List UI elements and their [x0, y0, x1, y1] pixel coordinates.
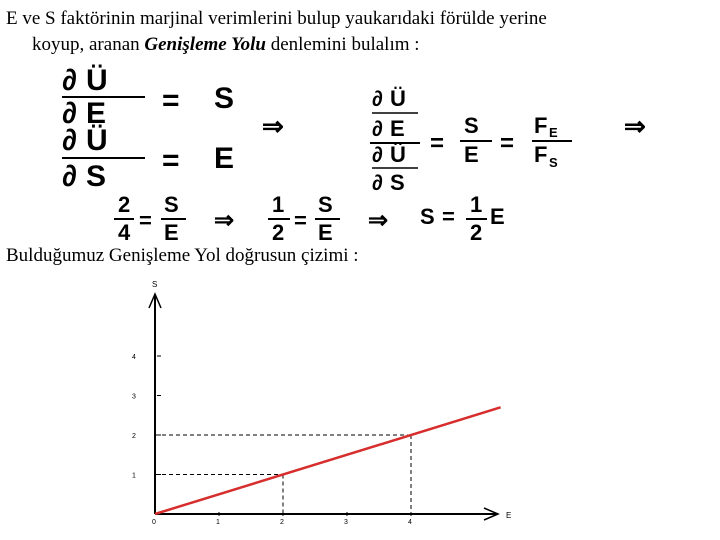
denominator-E: E — [390, 116, 405, 141]
denominator-2: 2 — [470, 220, 483, 245]
equals-sign: = — [162, 84, 180, 117]
denominator-E: E — [318, 220, 333, 245]
subscript-E: E — [549, 125, 558, 140]
graph-caption: Bulduğumuz Genişleme Yol doğrusun çizimi : — [6, 245, 359, 266]
numerator-1: 1 — [470, 192, 483, 217]
y-tick-label: 4 — [132, 354, 136, 361]
numerator-2: 2 — [118, 192, 131, 217]
implies-arrow: ⇒ — [368, 207, 389, 234]
denominator-S: S — [390, 170, 405, 195]
equals-sign: = — [500, 130, 515, 157]
implies-arrow: ⇒ — [262, 111, 284, 141]
denominator-E: E — [464, 142, 479, 167]
factor-price-F: F — [534, 142, 548, 167]
chart-axes — [149, 294, 498, 520]
partial-symbol: ∂ — [62, 64, 77, 97]
numerator-U: Ü — [390, 142, 406, 167]
numerator-U: Ü — [390, 86, 406, 111]
x-tick-label: 1 — [216, 519, 220, 526]
intro-line-1: E ve S faktörinin marjinal verimlerini bulup yaukarıdaki förülde yerine — [6, 8, 547, 29]
partial-symbol: ∂ — [372, 142, 383, 167]
implies-arrow: ⇒ — [214, 207, 235, 234]
equals-sign: = — [442, 204, 455, 229]
chart-series — [155, 407, 501, 514]
x-tick-label: 4 — [408, 519, 412, 526]
x-tick-label: 2 — [280, 519, 284, 526]
intro-line-2-start: koyup, aranan — [32, 34, 145, 55]
subscript-S: S — [549, 155, 558, 170]
numerator-1: 1 — [272, 192, 285, 217]
y-tick-label: 1 — [132, 472, 136, 480]
numerator-S: S — [318, 192, 333, 217]
equals-sign: = — [430, 130, 445, 157]
expansion-path-line — [155, 407, 501, 514]
partial-symbol: ∂ — [62, 160, 77, 193]
factor-price-F: F — [534, 113, 548, 138]
equals-sign: = — [294, 208, 307, 233]
numerator-U: Ü — [86, 124, 108, 157]
denominator-2: 2 — [272, 220, 285, 245]
result-S: S — [420, 204, 435, 229]
equals-sign: = — [162, 144, 180, 177]
x-tick-label: 3 — [344, 519, 348, 526]
partial-symbol: ∂ — [62, 124, 77, 157]
equals-sign: = — [139, 208, 152, 233]
denominator-E: E — [86, 97, 107, 130]
partial-symbol: ∂ — [372, 170, 383, 195]
numerator-S: S — [464, 113, 479, 138]
y-tick-label: 2 — [132, 433, 136, 440]
numerator-U: Ü — [86, 64, 108, 97]
chart-labels — [132, 280, 511, 526]
partial-symbol: ∂ — [372, 116, 383, 141]
partial-symbol: ∂ — [372, 86, 383, 111]
y-axis-title: S — [152, 280, 158, 289]
x-tick-label: 0 — [152, 519, 156, 526]
result-S: S — [214, 82, 235, 115]
denominator-4: 4 — [118, 220, 131, 245]
implies-arrow: ⇒ — [624, 111, 646, 141]
denominator-E: E — [164, 220, 179, 245]
partial-symbol: ∂ — [62, 97, 77, 130]
x-axis-title: E — [506, 511, 512, 520]
intro-line-2-end: denlemini bulalım : — [265, 34, 420, 55]
result-E: E — [214, 142, 235, 175]
denominator-S: S — [86, 160, 107, 193]
intro-emphasis: Genişleme Yolu — [144, 34, 266, 55]
variable-E: E — [490, 204, 505, 229]
y-tick-label: 3 — [132, 393, 136, 401]
numerator-S: S — [164, 192, 179, 217]
